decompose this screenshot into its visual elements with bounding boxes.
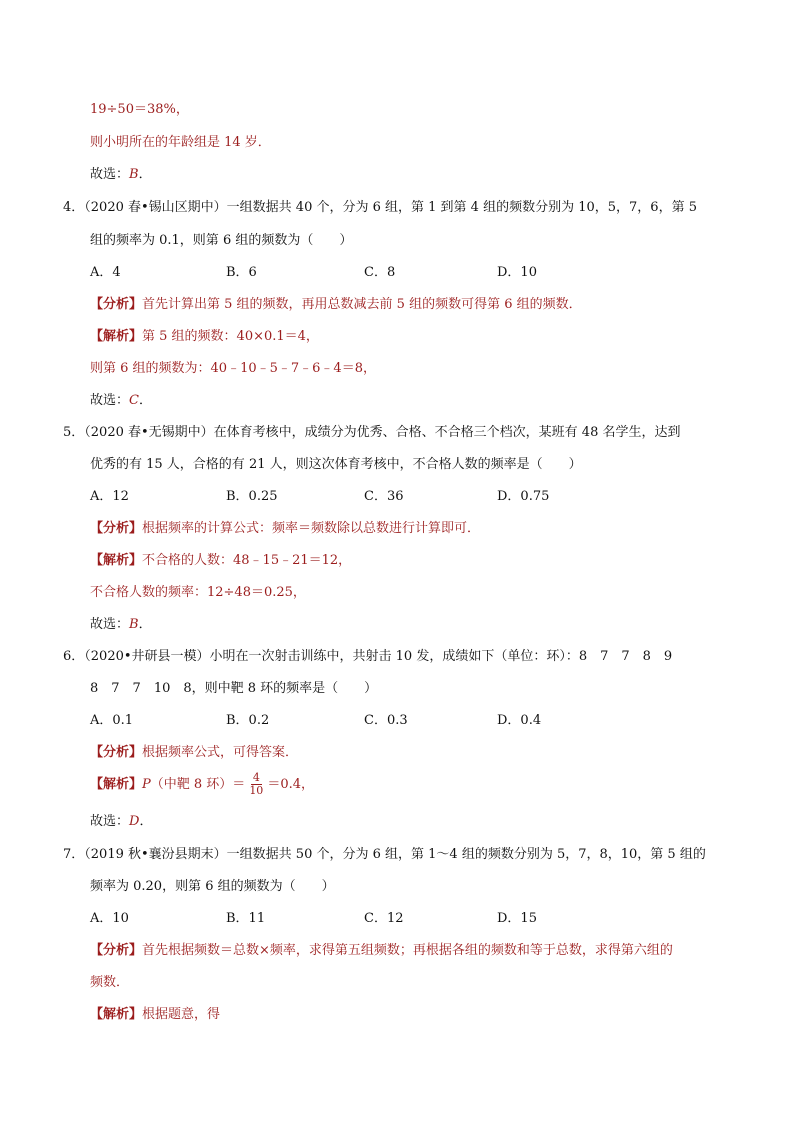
q5-solution-line1 bbox=[90, 552, 351, 570]
q7-analysis-line1 bbox=[90, 942, 673, 960]
q7-solution-line1 bbox=[90, 1006, 220, 1024]
analysis-text: 根据频率的计算公式：频率＝频数除以总数进行计算即可． bbox=[142, 521, 481, 536]
answer-suffix: ． bbox=[139, 814, 153, 829]
q5-answer-line bbox=[90, 616, 152, 634]
q4-option-a: A．4 bbox=[90, 265, 121, 280]
top-conclusion-line: 则小明所在的年龄组是 14 岁． bbox=[90, 135, 271, 150]
q5-stem-line1 bbox=[63, 424, 680, 442]
solution-tag: 【解析】 bbox=[90, 777, 143, 792]
analysis-text: 根据频率公式，可得答案． bbox=[142, 745, 299, 760]
fraction bbox=[247, 772, 265, 797]
q6-option-c: C．0.3 bbox=[364, 713, 408, 728]
q7-option-c: C．12 bbox=[364, 911, 404, 926]
q7-analysis-line2: 频数． bbox=[90, 975, 130, 990]
top-calc-line: 19÷50＝38%， bbox=[90, 102, 189, 117]
answer-letter: B bbox=[129, 617, 139, 632]
answer-suffix: ． bbox=[138, 393, 152, 408]
solution-tag: 【解析】 bbox=[90, 329, 143, 344]
q5-solution-line2: 不合格人数的频率：12÷48＝0.25， bbox=[90, 585, 306, 600]
q5-stem-line2: 优秀的有 15 人，合格的有 21 人，则这次体育考核中，不合格人数的频率是（ ） bbox=[90, 457, 582, 472]
answer-prefix: 故选： bbox=[90, 167, 130, 182]
question-number: 4． bbox=[63, 200, 85, 215]
q5-analysis bbox=[90, 520, 480, 538]
q6-analysis bbox=[90, 744, 298, 762]
q4-analysis bbox=[90, 296, 582, 314]
q4-option-b: B．6 bbox=[226, 265, 257, 280]
q7-option-a: A．10 bbox=[90, 911, 129, 926]
q6-option-b: B．0.2 bbox=[226, 713, 270, 728]
analysis-text: 首先计算出第 5 组的频数，再用总数减去前 5 组的频数可得第 6 组的频数． bbox=[142, 297, 582, 312]
q6-solution-line bbox=[90, 771, 314, 799]
solution-tag: 【解析】 bbox=[90, 1007, 143, 1022]
question-stem: （2020 春•无锡期中）在体育考核中，成绩分为优秀、合格、不合格三个档次，某班有 48 名学生，达到 bbox=[84, 425, 681, 440]
answer-letter: C bbox=[129, 393, 139, 408]
q4-solution-line1 bbox=[90, 328, 319, 346]
answer-prefix: 故选： bbox=[90, 393, 130, 408]
top-answer-line bbox=[90, 166, 152, 184]
probability-symbol: P bbox=[142, 777, 151, 792]
answer-suffix: ． bbox=[138, 167, 152, 182]
fraction-numerator: 4 bbox=[252, 771, 260, 784]
q4-solution-line2: 则第 6 组的频数为：40﹣10﹣5﹣7﹣6﹣4＝8， bbox=[90, 361, 376, 376]
analysis-tag: 【分析】 bbox=[90, 297, 143, 312]
q6-stem-line1 bbox=[63, 648, 672, 666]
q4-answer-line bbox=[90, 392, 152, 410]
question-number: 7． bbox=[63, 847, 85, 862]
q6-answer-line bbox=[90, 813, 152, 831]
question-stem: （2020 春•锡山区期中）一组数据共 40 个，分为 6 组，第 1 到第 4 组的频数分别为 10，5，7，6，第 5 bbox=[84, 200, 697, 215]
q7-option-d: D．15 bbox=[497, 911, 537, 926]
question-stem: （2019 秋•襄汾县期末）一组数据共 50 个，分为 6 组，第 1～4 组的频数分别为 5，7，8，10，第 5 组的 bbox=[84, 847, 706, 862]
solution-tag: 【解析】 bbox=[90, 553, 143, 568]
q5-option-d: D．0.75 bbox=[497, 489, 550, 504]
analysis-tag: 【分析】 bbox=[90, 943, 143, 958]
answer-suffix: ． bbox=[138, 617, 152, 632]
q5-option-c: C．36 bbox=[364, 489, 404, 504]
fraction-denominator: 10 bbox=[249, 784, 264, 797]
q6-option-d: D．0.4 bbox=[497, 713, 542, 728]
question-number: 5． bbox=[63, 425, 85, 440]
answer-letter: D bbox=[129, 814, 140, 829]
q6-stem-line2: 8 7 7 10 8，则中靶 8 环的频率是（ ） bbox=[90, 681, 378, 696]
solution-text: 第 5 组的频数：40×0.1＝4， bbox=[142, 329, 319, 344]
question-number: 6． bbox=[63, 649, 85, 664]
solution-text: 根据题意，得 bbox=[142, 1007, 221, 1022]
analysis-tag: 【分析】 bbox=[90, 745, 143, 760]
q4-stem-line1 bbox=[63, 199, 697, 217]
answer-letter: B bbox=[129, 167, 139, 182]
question-stem: （2020•井研县一模）小明在一次射击训练中，共射击 10 发，成绩如下（单位：环）：8 7 7 8 9 bbox=[84, 649, 673, 664]
solution-text: 不合格的人数：48﹣15﹣21＝12， bbox=[142, 553, 352, 568]
analysis-text: 首先根据频数＝总数×频率，求得第五组频数；再根据各组的频数和等于总数，求得第六组的 bbox=[142, 943, 673, 958]
solution-text: （中靶 8 环）＝ bbox=[150, 777, 246, 792]
analysis-tag: 【分析】 bbox=[90, 521, 143, 536]
q5-option-b: B．0.25 bbox=[226, 489, 278, 504]
answer-prefix: 故选： bbox=[90, 617, 130, 632]
answer-prefix: 故选： bbox=[90, 814, 130, 829]
solution-result: ＝0.4， bbox=[267, 777, 314, 792]
q4-option-c: C．8 bbox=[364, 265, 396, 280]
q6-option-a: A．0.1 bbox=[90, 713, 134, 728]
q7-stem-line1 bbox=[63, 846, 706, 864]
q4-option-d: D．10 bbox=[497, 265, 537, 280]
q5-option-a: A．12 bbox=[90, 489, 129, 504]
q4-stem-line2: 组的频率为 0.1，则第 6 组的频数为（ ） bbox=[90, 233, 353, 248]
q7-option-b: B．11 bbox=[226, 911, 266, 926]
q7-stem-line2: 频率为 0.20，则第 6 组的频数为（ ） bbox=[90, 879, 335, 894]
